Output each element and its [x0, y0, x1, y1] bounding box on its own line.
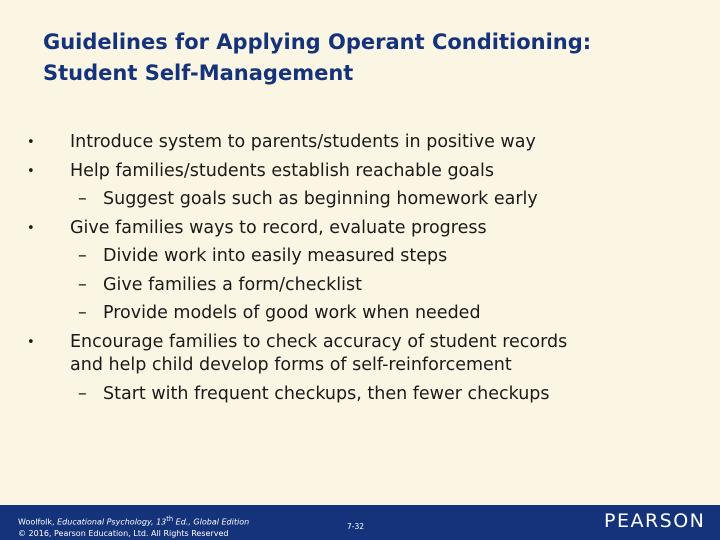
bullet-item [0, 331, 720, 378]
copyright: © 2016, Pearson Education, Ltd. All Rights Reserved [18, 528, 229, 538]
dash-icon: – [78, 274, 87, 295]
dash-icon: – [78, 303, 87, 323]
bullet-dot-icon: • [27, 334, 35, 350]
sub-bullet-text: Give families a form/checklist [103, 274, 362, 295]
bullet-list [0, 131, 720, 406]
dash-icon: – [78, 246, 87, 266]
bullet-item [0, 217, 720, 241]
bullet-text-line-2: and help child develop forms of self-reinforcement [70, 355, 512, 375]
page-number: 7-32 [347, 522, 365, 531]
bullet-dot-icon: • [27, 220, 35, 236]
sub-bullet-text: Start with frequent checkups, then fewer checkups [103, 383, 550, 404]
edition-text: Ed., Global Edition [173, 517, 250, 527]
sub-bullet-item [0, 245, 720, 269]
bullet-item [0, 131, 720, 155]
sub-bullet-item [0, 383, 720, 407]
author: Woolfolk, [18, 517, 58, 527]
bullet-text: Give families ways to record, evaluate progress [70, 217, 487, 238]
pearson-logo: PEARSON [604, 510, 706, 532]
bullet-text: Help families/students establish reachable goals [70, 160, 494, 181]
sub-bullet-item [0, 302, 720, 326]
bullet-text-line-1: Encourage families to check accuracy of student records [70, 331, 568, 352]
title-line-1: Guidelines for Applying Operant Conditioning: [43, 30, 592, 54]
bullet-dot-icon: • [27, 163, 35, 179]
title-line-2: Student Self-Management [43, 61, 354, 85]
sub-bullet-item [0, 188, 720, 212]
edition-superscript: th [166, 515, 174, 523]
bullet-dot-icon: • [27, 135, 35, 150]
dash-icon: – [78, 383, 87, 404]
sub-bullet-text: Suggest goals such as beginning homework early [103, 189, 538, 209]
bullet-item [0, 160, 720, 184]
dash-icon: – [78, 189, 87, 209]
footer-credit [18, 514, 249, 539]
bullet-text: Introduce system to parents/students in positive way [70, 132, 536, 152]
sub-bullet-text: Divide work into easily measured steps [103, 246, 448, 266]
book-title: Educational Psychology, 13 [57, 517, 167, 527]
sub-bullet-text: Provide models of good work when needed [103, 303, 481, 323]
sub-bullet-item [0, 274, 720, 298]
citation-line [18, 514, 249, 528]
slide-title [43, 27, 703, 89]
footer-bar [0, 505, 720, 540]
